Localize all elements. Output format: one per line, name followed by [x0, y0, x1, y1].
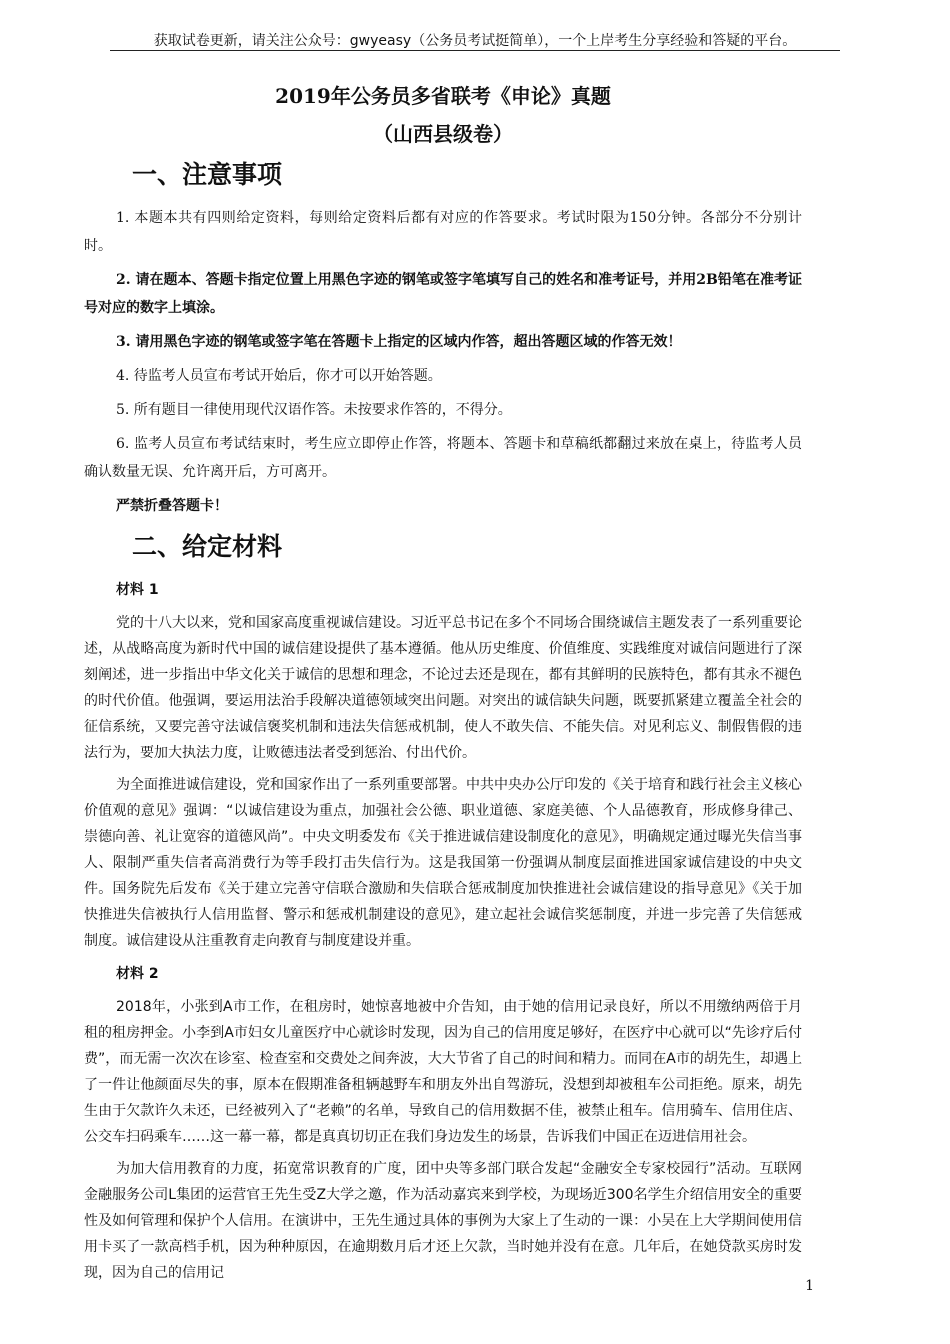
note-item: 3. 请用黑色字迹的钢笔或签字笔在答题卡上指定的区域内作答，超出答题区域的作答无效！ [116, 334, 682, 350]
section-heading-materials: 二、给定材料 [132, 532, 283, 561]
note-item: 6. 监考人员宣布考试结束时，考生应立即停止作答，将题本、答题卡和草稿纸都翻过来放在桌上，待监考人员确认数量无误、允许离开后，方可离开。 [84, 436, 802, 480]
material-paragraph: 党的十八大以来，党和国家高度重视诚信建设。习近平总书记在多个不同场合围绕诚信主题发表了一系列重要论述，从战略高度为新时代中国的诚信建设提供了基本遵循。他从历史维度、价值维度、实践维度对诚信问题进行了深刻阐述，进一步指出中华文化关于诚信的思想和理念，不论过去还是现在，都有其鲜明的民族特色，都有其永不褪色的时代价值。他强调，要运用法治手段解决道德领域突出问题。对突出的诚信缺失问题，既要抓紧建立覆盖全社会的征信系统，又要完善守法诚信褒奖机制和违法失信惩戒机制，使人不敢失信、不能失信。对见利忘义、制假售假的违法行为，要加大执法力度，让败德违法者受到惩治、付出代价。 [84, 615, 802, 761]
page-header: 获取试卷更新，请关注公众号：gwyeasy（公务员考试挺简单），一个上岸考生分享经验和答疑的平台。 [153, 33, 797, 49]
header-divider [110, 50, 840, 51]
material-paragraph: 为全面推进诚信建设，党和国家作出了一系列重要部署。中共中央办公厅印发的《关于培育和践行社会主义核心价值观的意见》强调：“以诚信建设为重点，加强社会公德、职业道德、家庭美德、个人品德教育，形成修身律己、崇德向善、礼让宽容的道德风尚”。中央文明委发布《关于推进诚信建设制度化的意见》，明确规定通过曝光失信当事人、限制严重失信者高消费行为等手段打击失信行为。这是我国第一份强调从制度层面推进国家诚信建设的中央文件。国务院先后发布《关于建立完善守信联合激励和失信联合惩戒制度加快推进社会诚信建设的指导意见》《关于加快推进失信被执行人信用监督、警示和惩戒机制建设的意见》，建立起社会诚信奖惩制度，并进一步完善了失信惩戒制度。诚信建设从注重教育走向教育与制度建设并重。 [84, 777, 802, 949]
note-warning: 严禁折叠答题卡！ [116, 498, 228, 514]
note-item: 2. 请在题本、答题卡指定位置上用黑色字迹的钢笔或签字笔填写自己的姓名和准考证号，并用2B铅笔在准考证号对应的数字上填涂。 [84, 272, 802, 316]
document-title: 2019年公务员多省联考《申论》真题 [275, 84, 611, 108]
material-paragraph: 为加大信用教育的力度，拓宽常识教育的广度，团中央等多部门联合发起“金融安全专家校园行”活动。互联网金融服务公司L集团的运营官王先生受Z大学之邀，作为活动嘉宾来到学校，为现场近300名学生介绍信用安全的重要性及如何管理和保护个人信用。在演讲中，王先生通过具体的事例为大家上了生动的一课：小吴在上大学期间使用信用卡买了一款高档手机，因为种种原因，在逾期数月后才还上欠款，当时她并没有在意。几年后，在她贷款买房时发现，因为自己的信用记 [84, 1161, 802, 1281]
document-body [84, 82, 802, 1292]
note-item: 1. 本题本共有四则给定资料，每则给定资料后都有对应的作答要求。考试时限为150分钟。各部分不分别计时。 [84, 210, 802, 254]
document-subtitle: （山西县级卷） [373, 122, 513, 146]
note-item: 5. 所有题目一律使用现代汉语作答。未按要求作答的，不得分。 [116, 402, 512, 418]
note-item: 4. 待监考人员宣布考试开始后，你才可以开始答题。 [116, 368, 442, 384]
section-heading-notes: 一、注意事项 [132, 160, 283, 189]
page-number: 1 [805, 1278, 814, 1294]
material-paragraph: 2018年，小张到A市工作，在租房时，她惊喜地被中介告知，由于她的信用记录良好，所以不用缴纳两倍于月租的租房押金。小李到A市妇女儿童医疗中心就诊时发现，因为自己的信用度足够好，在医疗中心就可以“先诊疗后付费”，而无需一次次在诊室、检查室和交费处之间奔波，大大节省了自己的时间和精力。而同在A市的胡先生，却遇上了一件让他颜面尽失的事，原本在假期准备租辆越野车和朋友外出自驾游玩，没想到却被租车公司拒绝。原来，胡先生由于欠款许久未还，已经被列入了“老赖”的名单，导致自己的信用数据不佳，被禁止租车。信用骑车、信用住店、公交车扫码乘车……这一幕一幕，都是真真切切正在我们身边发生的场景，告诉我们中国正在迈进信用社会。 [84, 999, 802, 1145]
material-2-title: 材料 2 [116, 966, 159, 982]
material-1-title: 材料 1 [116, 582, 159, 598]
